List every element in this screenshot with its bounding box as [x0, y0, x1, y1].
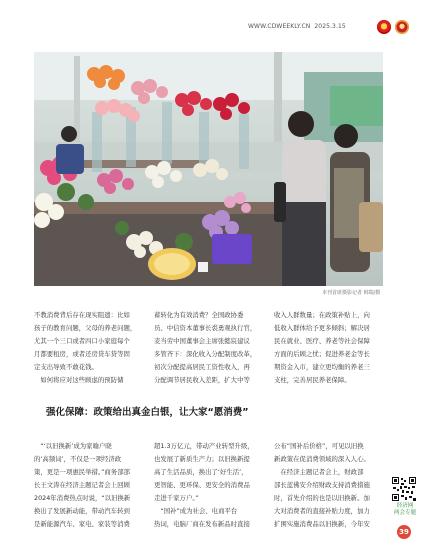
- text-line: 部长蓝佛安介绍财政支持消费措施: [274, 481, 370, 489]
- text-line: 麦当劳中国董事会主席张懿宸建议: [154, 337, 250, 345]
- body-column-3: [274, 309, 384, 387]
- text-line: 热词，电脑厂商在发布新品时直接: [154, 520, 250, 528]
- text-line: 如何将应对这些顾虑的预防储: [34, 376, 124, 384]
- text-line: 超1.3万亿元，带动产业转型升级，: [154, 442, 254, 450]
- badge-logo: [395, 20, 409, 34]
- photo-credit: 本刊首席摄影记者 韩瑞/摄: [322, 290, 381, 296]
- section-heading: 强化保障：政策给出真金白银，让大家“愿消费”: [46, 407, 249, 418]
- text-line: 多管齐下：深化收入分配制度改革，: [154, 350, 257, 358]
- sidebar-label: [392, 503, 418, 517]
- header-date: 2025.3.15: [314, 23, 346, 30]
- sidebar-label-line1: 经济网: [396, 503, 414, 509]
- text-line: 期资金入市，建立更均衡的养老三: [274, 363, 370, 371]
- qr-code[interactable]: [392, 477, 416, 501]
- text-line: 的‘高频词’，不仅是一项经济政: [34, 455, 122, 463]
- text-line: 员、中信资本董事长裘勇观执行官，: [154, 324, 257, 332]
- text-line: 也发展了新质生产力；以旧换新提: [154, 455, 250, 463]
- page-number: 39: [397, 525, 411, 539]
- text-line: 在经济主题记者会上，财政部: [274, 468, 364, 476]
- body-column-6: [274, 440, 384, 531]
- exhibition-photo: [34, 52, 383, 286]
- text-line: 定支出导致不敢花钱。: [34, 363, 98, 371]
- text-line: 2024年消费热点时说，“以旧换新: [34, 494, 131, 502]
- qr-code-icon: [392, 477, 416, 501]
- text-line: 扩围实施消费品以旧换新，今年安: [274, 520, 370, 528]
- text-line: “国补”成为社会、电商平台: [154, 507, 238, 515]
- header-url: WWW.CDWEEKLY.CN: [248, 23, 311, 30]
- text-line: 孩子的教育问题，父母的养老问题，: [34, 324, 137, 332]
- text-line: 月都要租房，或者还房贷车贷等固: [34, 350, 130, 358]
- emblem-logo: [377, 20, 391, 34]
- text-line: 新政策在促消费领域的深入人心。: [274, 455, 370, 463]
- text-line: 时，首先介绍的也是以旧换新。加: [274, 494, 370, 502]
- text-line: 方面的后顾之忧；促进养老金等长: [274, 350, 370, 358]
- text-line: 换出了发展新动能，带动汽车转到: [34, 507, 130, 515]
- text-line: 民在就业、医疗、养老等社会保障: [274, 337, 370, 345]
- text-line: “‘以旧换新’成为家喻户晓: [34, 442, 112, 450]
- text-line: 分配调节居民收入差距，扩大中等: [154, 376, 250, 384]
- body-column-5: [154, 440, 264, 531]
- text-line: 策，更是一项惠民举措。”商务部部: [34, 468, 130, 476]
- body-column-1: [34, 309, 144, 387]
- text-line: 是新能源汽车、家电、家装等消费: [34, 520, 130, 528]
- header-url-date: [248, 23, 346, 30]
- body-column-4: [34, 440, 144, 531]
- text-line: 高了生活品质，换出了‘好生活’，: [154, 468, 248, 476]
- text-line: 收入人群数量；在政策补贴上，向: [274, 311, 370, 319]
- text-line: 支柱，完善居民养老保障。: [274, 376, 351, 384]
- text-line: 公布“国补后价格”，可见以旧换: [274, 442, 364, 450]
- text-line: 长王文涛在经济主题记者会上回顾: [34, 481, 130, 489]
- text-line: 走进千家万户。”: [154, 494, 199, 502]
- sidebar-label-line2: 两会专题: [393, 510, 416, 516]
- text-line: 不教消费背后存在现实阻遗：比如: [34, 311, 130, 319]
- text-line: 低收入群体给予更多倾斜；解决居: [274, 324, 370, 332]
- body-column-2: [154, 309, 264, 387]
- text-line: 初次分配提高居民工资性收入，再: [154, 363, 250, 371]
- text-line: 尤其一个三口或者四口小家庭每个: [34, 337, 130, 345]
- flower-stall-illustration: [34, 52, 383, 286]
- text-line: 蓄转化为有效消费？全国政协委: [154, 311, 244, 319]
- text-line: 更智能、更环保、更安全的消费品: [154, 481, 250, 489]
- text-line: 大对消费者的直接补贴力度，加力: [274, 507, 370, 515]
